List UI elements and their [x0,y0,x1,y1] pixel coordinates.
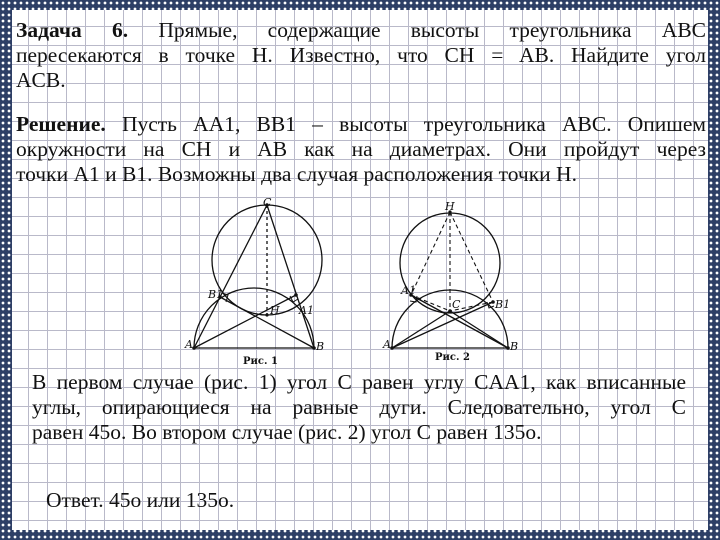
fig1-label-b1: B1 [208,288,224,301]
grid-paper [12,10,708,530]
fig1-side-ac [194,205,267,348]
solution-text [16,112,706,187]
fig2-caption: Рис. 2 [435,352,470,363]
fig1-label-b: B [316,340,325,353]
explanation-line-1: В первом случае (рис. 1) угол C равен углу CAA1, как вписанные [32,370,686,394]
problem-line-2: пересекаются в точке H. Известно, что CH = AB. Найдите угол [16,43,706,67]
problem-line-3: ACB. [16,68,66,92]
fig1-label-c: C [263,198,272,209]
explanation-text [32,370,686,445]
solution-line-2: окружности на CH и AB как на диаметрах. Они пройдут через [16,137,706,161]
geometry-figures [180,198,550,373]
fig1-label-a1: A1 [299,304,314,317]
fig2-dashed-ha1 [411,212,450,295]
problem-line-1: Задача 6. Прямые, содержащие высоты треугольника ABC [16,18,706,42]
solution-line-1: Решение. Пусть AA1, BB1 – высоты треугольника ABC. Опишем [16,112,707,136]
fig2-label-h: H [445,200,455,213]
explanation-line-3: равен 45о. Во втором случае (рис. 2) угол C равен 135о. [32,420,542,444]
fig1-caption: Рис. 1 [243,356,278,367]
fig1-altitude-aa1 [194,295,296,348]
figures-svg [180,198,550,373]
problem-statement [16,18,706,93]
fig2-label-c: C [452,298,461,311]
fig1-label-a: A [185,338,193,351]
fig2-label-b: B [510,340,519,353]
fig2-label-a: A [383,338,391,351]
fig2-label-a1: A1 [401,284,416,297]
explanation-line-2: углы, опирающиеся на равные дуги. Следовательно, угол C [32,395,686,419]
solution-line-3: точки A1 и B1. Возможны два случая расположения точки H. [16,162,577,186]
fig2-dashed-hb1 [450,212,493,302]
answer-text: Ответ. 45о или 135о. [46,488,235,512]
fig2-label-b1: B1 [495,298,511,311]
fig1-label-h: H [270,304,280,317]
